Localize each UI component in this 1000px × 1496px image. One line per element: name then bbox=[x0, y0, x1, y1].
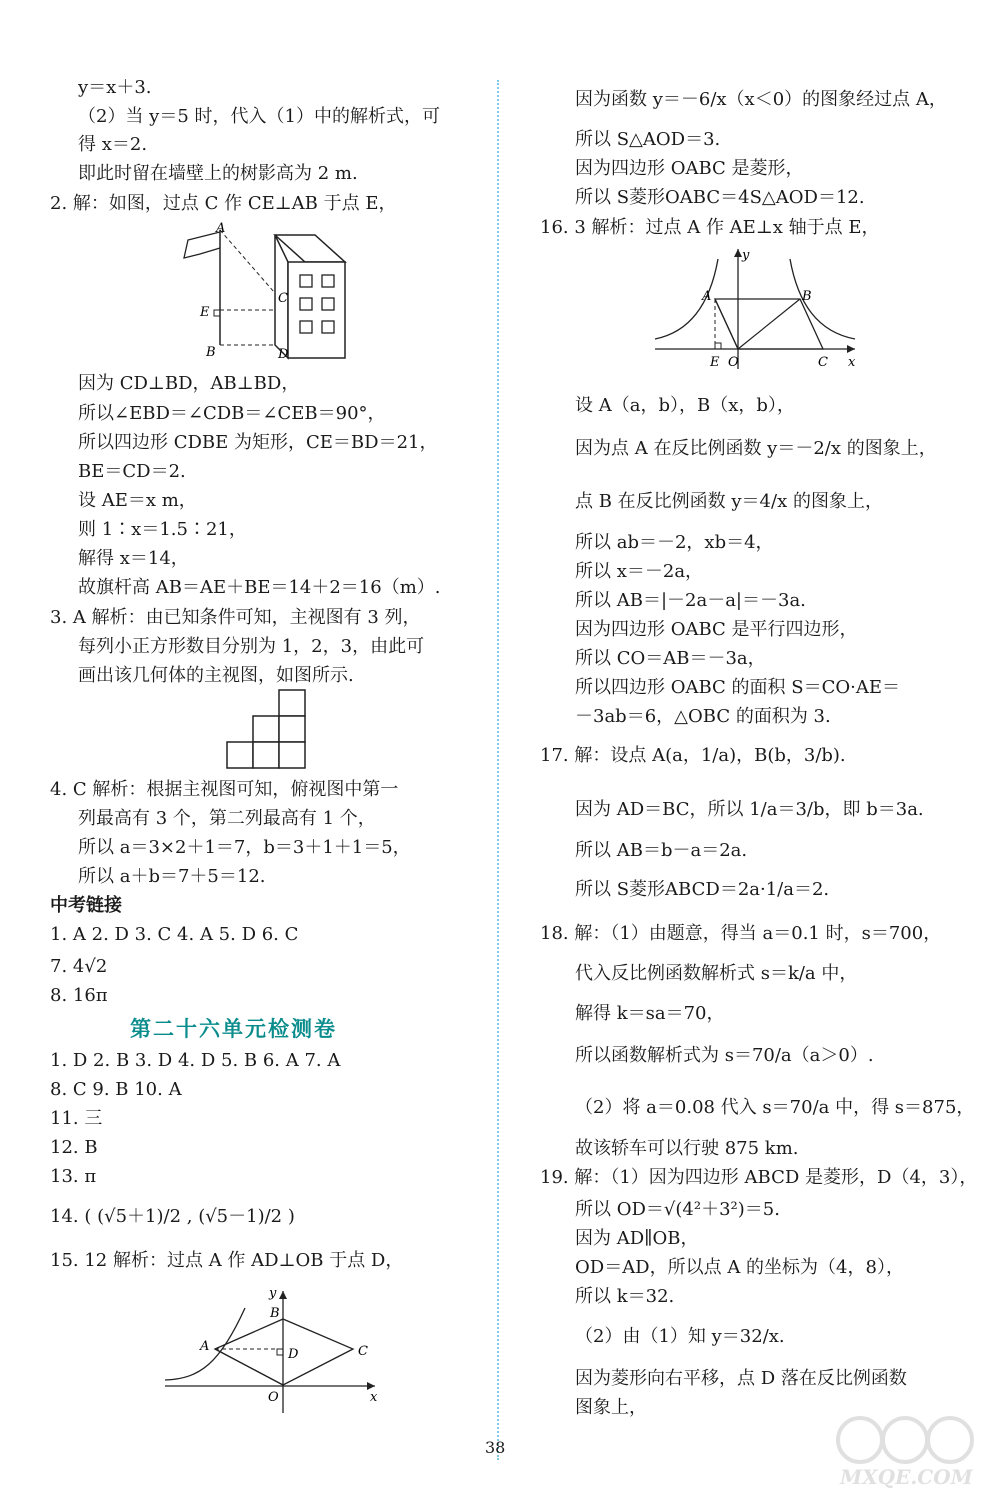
text-line: 得 x＝2. bbox=[78, 134, 148, 155]
text-line: 因为点 A 在反比例函数 y＝－2/x 的图象上， bbox=[575, 438, 937, 459]
text-line: 故该轿车可以行驶 875 km. bbox=[575, 1138, 799, 1159]
watermark-text: MXQE.COM bbox=[840, 1465, 973, 1489]
text-line: 因为函数 y＝－6/x（x＜0）的图象经过点 A， bbox=[575, 89, 947, 110]
label-y: y bbox=[742, 248, 750, 263]
answer-line: 8. 16π bbox=[50, 985, 108, 1006]
section-title: 中考链接 bbox=[50, 895, 122, 916]
watermark-logo bbox=[820, 1400, 990, 1490]
label-o: O bbox=[268, 1390, 279, 1405]
text-line: 设 A（a，b），B（x，b）， bbox=[575, 395, 795, 416]
text-line: 则 1∶x＝1.5∶21， bbox=[78, 519, 247, 540]
label-y: y bbox=[269, 1286, 277, 1301]
label-c: C bbox=[278, 291, 288, 306]
text-line: 所以 S菱形OABC＝4S△AOD＝12. bbox=[575, 187, 865, 208]
text-line: 19. 解：（1）因为四边形 ABCD 是菱形，D（4，3）， bbox=[540, 1167, 978, 1188]
label-a: A bbox=[702, 289, 712, 304]
label-d: D bbox=[278, 347, 289, 362]
text-line: 点 B 在反比例函数 y＝4/x 的图象上， bbox=[575, 491, 883, 512]
text-line: 故旗杆高 AB＝AE＋BE＝14＋2＝16（m）. bbox=[78, 577, 441, 598]
text-line: 所以四边形 CDBE 为矩形，CE＝BD＝21， bbox=[78, 432, 438, 453]
text-line: 所以 AB＝|－2a－a|＝－3a. bbox=[575, 590, 806, 611]
text-line: 17. 解：设点 A(a，1/a)，B(b，3/b). bbox=[540, 745, 846, 766]
text-line: OD＝AD，所以点 A 的坐标为（4，8）， bbox=[575, 1257, 904, 1278]
text-line: 图象上， bbox=[575, 1397, 647, 1418]
text-line: 每列小正方形数目分别为 1，2，3，由此可 bbox=[78, 636, 425, 657]
text-line: 解得 k＝sa＝70， bbox=[575, 1003, 725, 1024]
text-line: 因为菱形向右平移，点 D 落在反比例函数 bbox=[575, 1368, 907, 1389]
text-line: 所以∠EBD＝∠CDB＝∠CEB＝90°， bbox=[78, 403, 386, 424]
text-line: 所以 AB＝b－a＝2a. bbox=[575, 840, 748, 861]
label-b: B bbox=[270, 1306, 280, 1321]
front-view-figure bbox=[222, 688, 312, 770]
text-line: 所以 OD＝√(4²＋3²)＝5. bbox=[575, 1199, 780, 1220]
label-c: C bbox=[358, 1344, 368, 1359]
label-x: x bbox=[370, 1390, 378, 1405]
flagpole-building-figure bbox=[170, 220, 370, 365]
text-line: 所以 CO＝AB＝－3a， bbox=[575, 648, 766, 669]
label-a: A bbox=[216, 221, 226, 236]
answer-line: 12. B bbox=[50, 1137, 98, 1158]
page-number: 38 bbox=[485, 1438, 506, 1457]
text-line: 所以 a＋b＝7＋5＝12. bbox=[78, 866, 266, 887]
text-line: 因为四边形 OABC 是平行四边形， bbox=[575, 619, 858, 640]
parallelogram-graph-figure bbox=[650, 244, 865, 374]
text-line: 即此时留在墙壁上的树影高为 2 m. bbox=[78, 163, 358, 184]
text-line: 因为 CD⊥BD，AB⊥BD， bbox=[78, 373, 300, 394]
answer-line: 1. A 2. D 3. C 4. A 5. D 6. C bbox=[50, 924, 299, 945]
text-line: 代入反比例函数解析式 s＝k/a 中， bbox=[575, 963, 858, 984]
label-a: A bbox=[200, 1339, 210, 1354]
text-line: －3ab＝6，△OBC 的面积为 3. bbox=[575, 706, 831, 727]
text-line: 因为四边形 OABC 是菱形， bbox=[575, 158, 804, 179]
text-line: （2）将 a＝0.08 代入 s＝70/a 中，得 s＝875， bbox=[575, 1097, 975, 1118]
text-line: （2）当 y＝5 时，代入（1）中的解析式，可 bbox=[78, 106, 440, 127]
column-divider bbox=[497, 80, 499, 1460]
label-o: O bbox=[728, 355, 739, 370]
text-line: 所以四边形 OABC 的面积 S＝CO·AE＝ bbox=[575, 677, 900, 698]
text-line: 所以 a＝3×2＋1＝7，b＝3＋1＋1＝5， bbox=[78, 837, 411, 858]
text-line: 所以 S菱形ABCD＝2a·1/a＝2. bbox=[575, 879, 830, 900]
text-line: 画出该几何体的主视图，如图所示. bbox=[78, 665, 354, 686]
label-d: D bbox=[288, 1347, 299, 1362]
unit-test-heading: 第二十六单元检测卷 bbox=[130, 1016, 337, 1041]
answer-line: 14. ( (√5＋1)/2 , (√5－1)/2 ) bbox=[50, 1206, 295, 1227]
label-x: x bbox=[848, 355, 856, 370]
answer-line: 13. π bbox=[50, 1166, 97, 1187]
label-c: C bbox=[818, 355, 828, 370]
answer-line: 11. 三 bbox=[50, 1108, 103, 1129]
text-line: 设 AE＝x m， bbox=[78, 490, 197, 511]
text-line: 解得 x＝14， bbox=[78, 548, 189, 569]
text-line: 3. A 解析：由已知条件可知，主视图有 3 列， bbox=[50, 607, 421, 628]
text-line: BE＝CD＝2. bbox=[78, 461, 186, 482]
answer-line: 7. 4√2 bbox=[50, 956, 108, 977]
label-e: E bbox=[200, 305, 210, 320]
text-line: 所以 k＝32. bbox=[575, 1286, 675, 1307]
text-line: 因为 AD∥OB， bbox=[575, 1228, 699, 1249]
text-line: 2. 解：如图，过点 C 作 CE⊥AB 于点 E， bbox=[50, 193, 397, 214]
rhombus-graph-figure bbox=[160, 1283, 390, 1418]
label-b: B bbox=[206, 345, 216, 360]
text-line: 所以 S△AOD＝3. bbox=[575, 129, 721, 150]
text-line: 因为 AD＝BC，所以 1/a＝3/b，即 b＝3a. bbox=[575, 799, 924, 820]
label-b: B bbox=[802, 289, 812, 304]
label-e: E bbox=[710, 355, 720, 370]
text-line: 18. 解：（1）由题意，得当 a＝0.1 时，s＝700， bbox=[540, 923, 942, 944]
text-line: 所以 x＝－2a， bbox=[575, 561, 704, 582]
text-line: （2）由（1）知 y＝32/x. bbox=[575, 1326, 785, 1347]
text-line: 所以函数解析式为 s＝70/a（a＞0）. bbox=[575, 1045, 874, 1066]
text-line: 4. C 解析：根据主视图可知，俯视图中第一 bbox=[50, 779, 399, 800]
answer-line: 1. D 2. B 3. D 4. D 5. B 6. A 7. A bbox=[50, 1050, 341, 1071]
text-line: 列最高有 3 个，第二列最高有 1 个， bbox=[78, 808, 376, 829]
answer-line: 8. C 9. B 10. A bbox=[50, 1079, 182, 1100]
text-line: 所以 ab＝－2，xb＝4， bbox=[575, 532, 774, 553]
text-line: 16. 3 解析：过点 A 作 AE⊥x 轴于点 E， bbox=[540, 217, 880, 238]
text-line: 15. 12 解析：过点 A 作 AD⊥OB 于点 D， bbox=[50, 1250, 404, 1271]
text-line: y＝x＋3. bbox=[78, 77, 152, 98]
